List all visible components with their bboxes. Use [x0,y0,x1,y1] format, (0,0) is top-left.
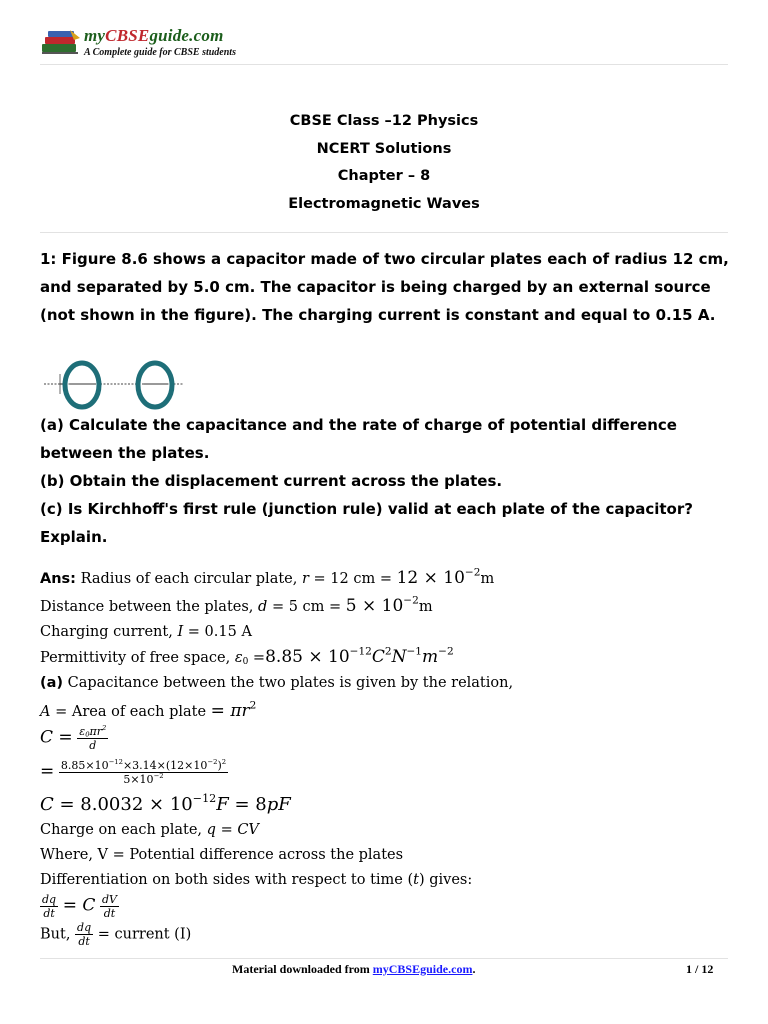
derivative-equation: $\frac{dq}{dt}$ = C $\frac{dV}{dt}$ [42,893,117,920]
books-icon [40,28,82,56]
question-part-b: (b) Obtain the displacement current across the plates. [40,472,503,490]
answer-radius-line: Ans: Radius of each circular plate, r = 12 cm = $12 \times 10^{-2}m$ [40,566,495,588]
title-line-topic: Electromagnetic Waves [288,195,480,212]
substitution-fraction: $\frac{8.85\times 10^{-12}\times 3.14\times(12\times 10^{-2})^2}{5\times 10^{-2}}$ [60,758,227,786]
title-line-solutions: NCERT Solutions [316,140,452,157]
capacitance-formula: C = $\frac{\varepsilon_0\pi r^2}{d}$ [40,724,107,752]
document-title [0,108,768,218]
footer-link[interactable]: myCBSEguide.com [372,962,473,976]
page-number: 1 / 12 [686,962,714,976]
logo-tagline: A Complete guide for CBSE students [84,47,236,58]
header-divider [40,64,728,65]
site-logo[interactable] [40,24,280,60]
permittivity-value-math: $8.85 \times 10^{-12}C^2N^{-1}m^{-2}$ [265,645,454,667]
question-part-a: (a) Calculate the capacitance and the rate of charge of potential difference between the plates. [40,416,677,462]
footer-divider [40,958,728,959]
logo-title: myCBSEguide.com [84,26,224,45]
answer-part-a-line: (a) Capacitance between the two plates is given by the relation, [40,675,514,691]
distance-value-math: $5 \times 10^{-2}$ [345,594,419,616]
answer-charge-line: Charge on each plate, q = CV [40,822,259,838]
answer-label: Ans: [40,571,76,587]
capacitor-plates-figure [40,360,190,412]
capacitance-result: $C = 8.0032 \times 10^{-12}F = 8pF$ [40,792,291,815]
answer-current-line: Charging current, I = 0.15 A [40,624,252,640]
answer-distance-line: Distance between the plates, d = 5 cm = $5 \times 10^{-2}m$ [40,594,433,616]
title-divider [40,232,728,233]
answer-area-line: A = Area of each plate = $\pi r^2$ [40,699,257,721]
capacitance-substitution: = $\frac{8.85\times 10^{-12}\times 3.14\times(12\times 10^{-2})^2}{5\times 10^{-2}}$ [40,758,227,786]
download-note: Material downloaded from myCBSEguide.com. [232,962,476,976]
title-line-chapter: Chapter – 8 [337,168,431,184]
question-part-c: (c) Is Kirchhoff's first rule (junction rule) valid at each plate of the capacitor? Explain. [40,500,693,546]
answer-where-line: Where, V = Potential difference across the plates [40,847,404,863]
answer-differentiation-line: Differentiation on both sides with respect to time (t) gives: [40,872,473,888]
capacitance-fraction: $\frac{\varepsilon_0\pi r^2}{d}$ [79,724,107,752]
answer-but-line: But, $\frac{dq}{dt}$ = current (I) [40,921,192,948]
question-text: 1: Figure 8.6 shows a capacitor made of two circular plates each of radius 12 cm, and separated by 5.0 cm. The capacitor is being charged by an external source (not shown in the figure). The charging current is constant and equal to 0.15 A. [40,250,729,324]
title-line-class: CBSE Class –12 Physics [289,113,479,129]
answer-permittivity-line: Permittivity of free space, $\varepsilon_0 =8.85 \times 10^{-12}C^2N^{-1}m^{-2}$ [40,645,454,668]
radius-value-math: $12 \times 10^{-2}$ [396,566,481,588]
